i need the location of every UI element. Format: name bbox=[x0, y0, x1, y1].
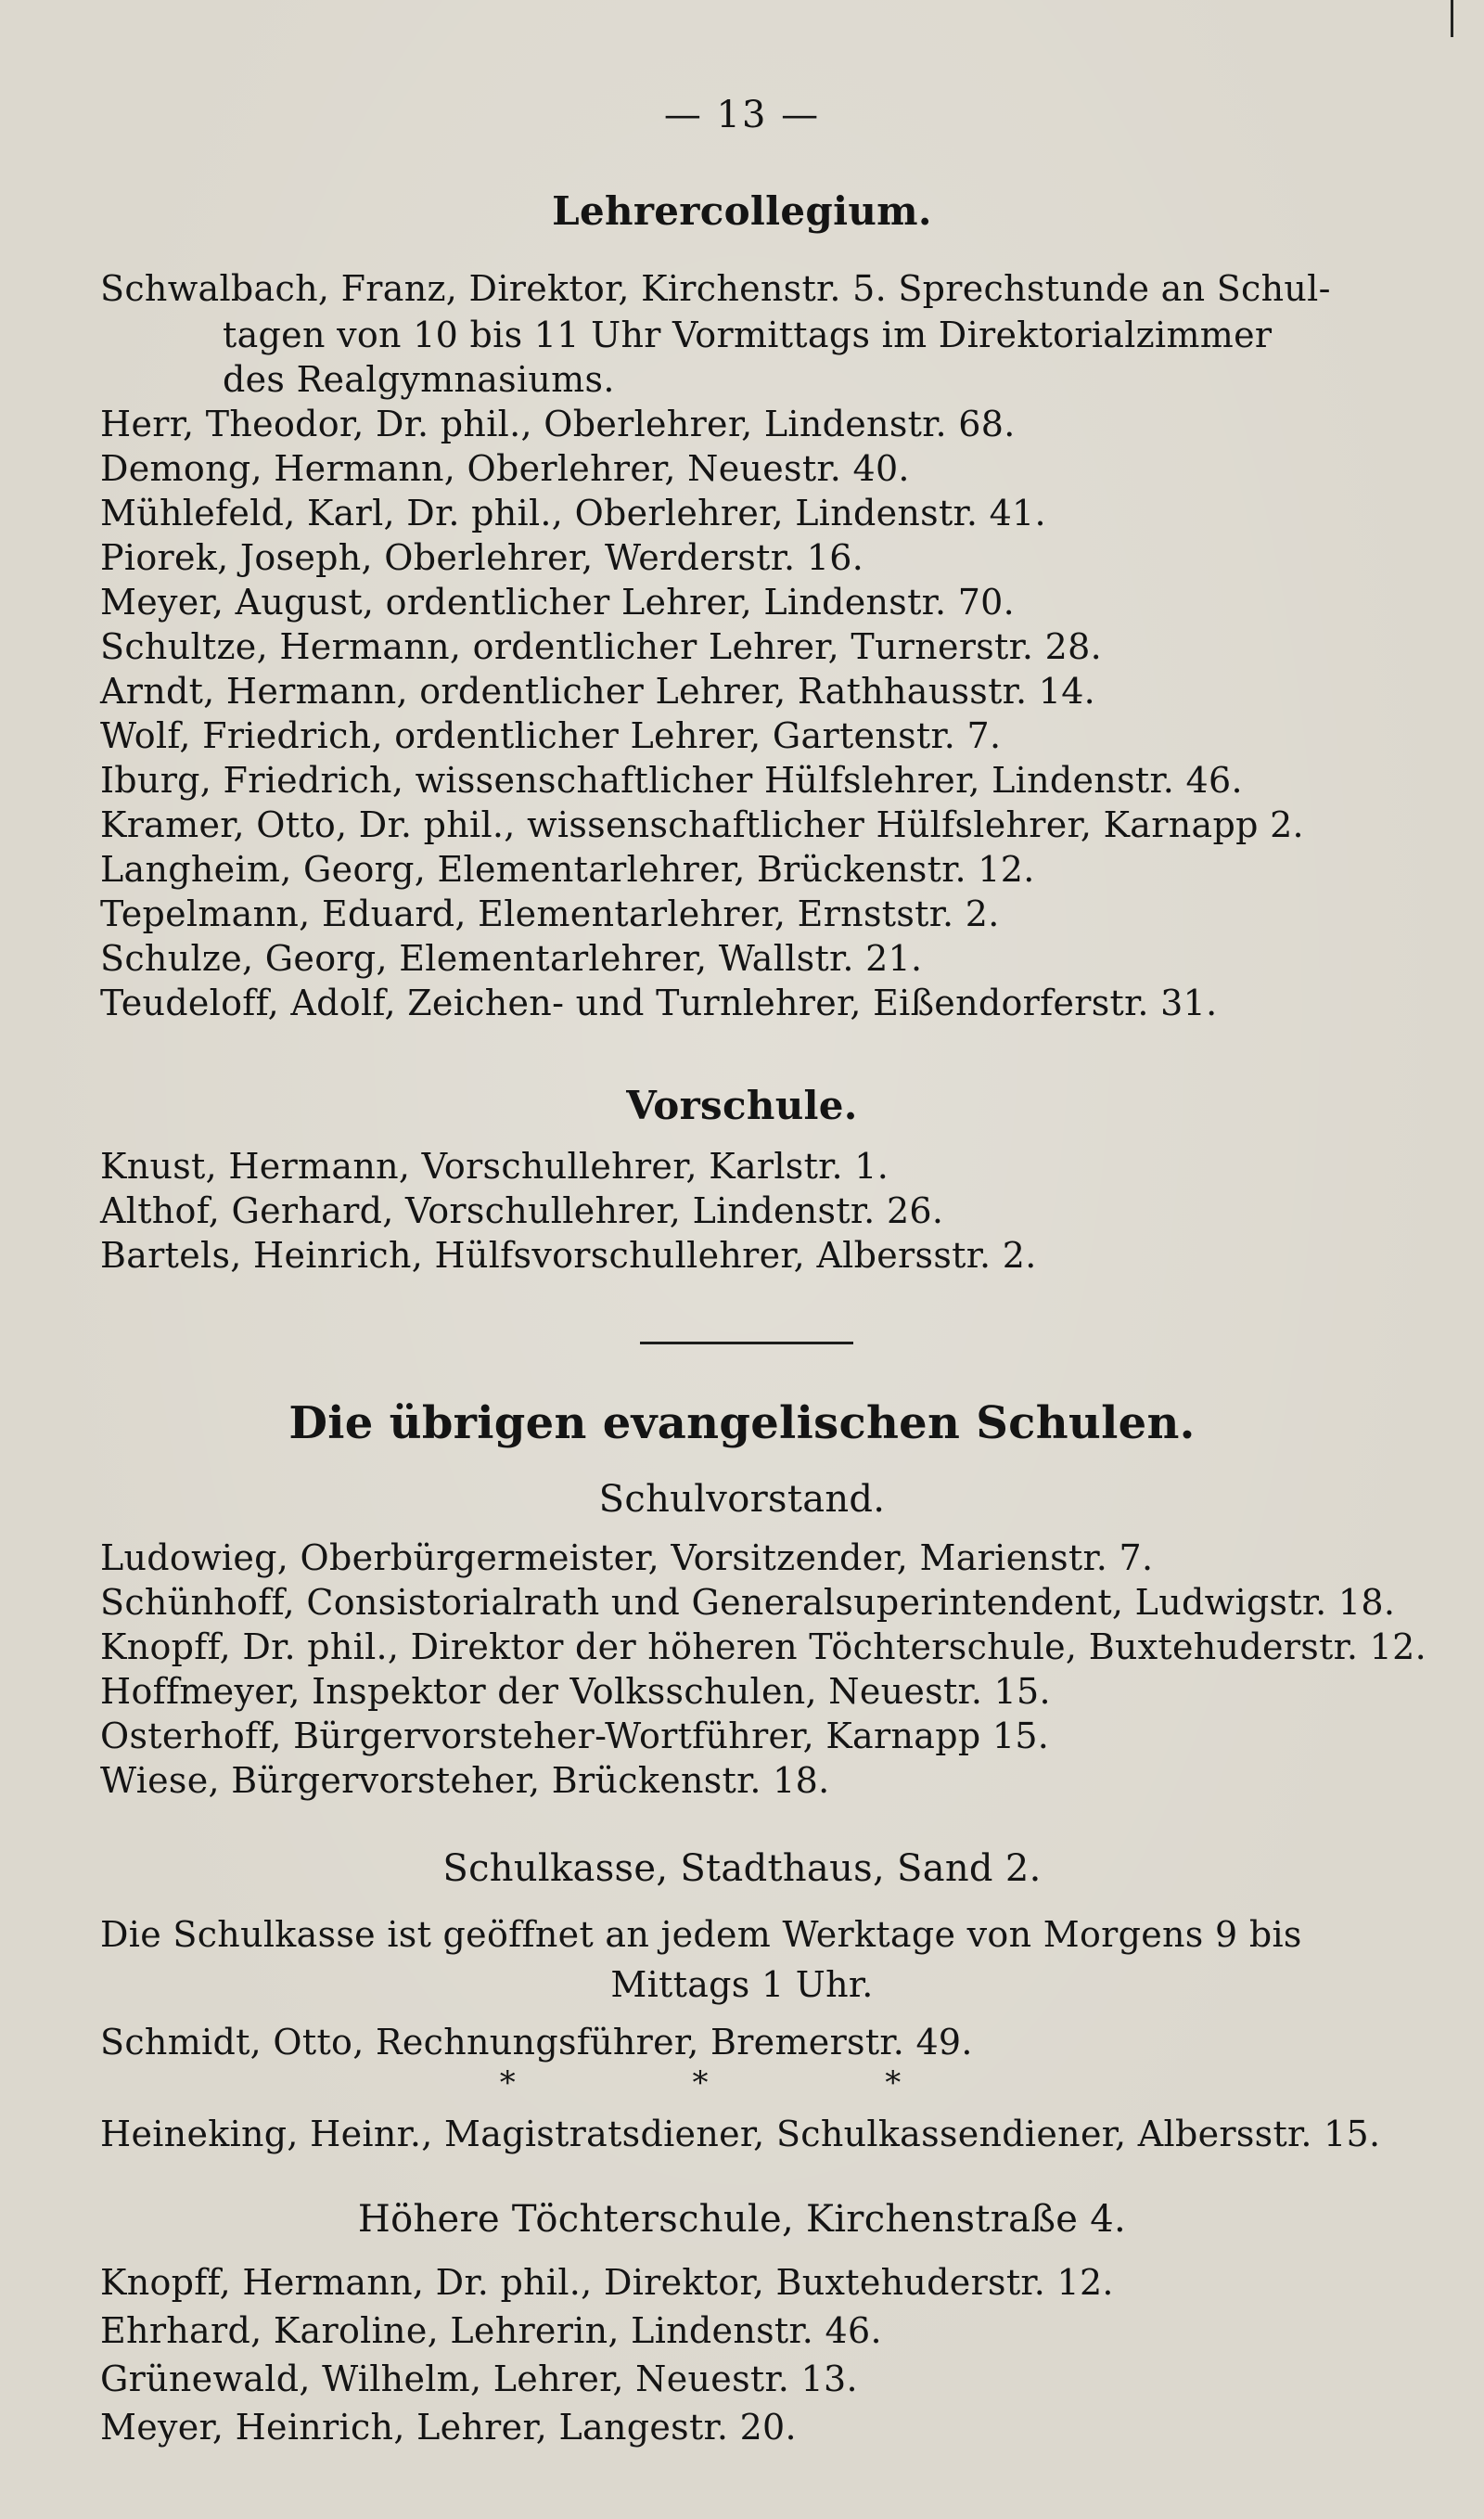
entry-line: Heineking, Heinr., Magistratsdiener, Schulkassendiener, Albersstr. 15. bbox=[100, 2114, 1381, 2154]
section-title-vorschule: Vorschule. bbox=[626, 1083, 858, 1128]
entry-line: Wolf, Friedrich, ordentlicher Lehrer, Gartenstr. 7. bbox=[100, 715, 1002, 756]
entry-line: Mittags 1 Uhr. bbox=[610, 1964, 874, 2005]
entry-line: Bartels, Heinrich, Hülfsvorschullehrer, Albersstr. 2. bbox=[100, 1235, 1037, 1276]
entry-line: Grünewald, Wilhelm, Lehrer, Neuestr. 13. bbox=[100, 2358, 858, 2399]
section-title-uebrige-schulen: Die übrigen evangelischen Schulen. bbox=[288, 1397, 1196, 1449]
entry-line: Langheim, Georg, Elementarlehrer, Brückenstr. 12. bbox=[100, 849, 1035, 890]
entry-line: Knopff, Hermann, Dr. phil., Direktor, Buxtehuderstr. 12. bbox=[100, 2262, 1114, 2303]
entry-line: Schulze, Georg, Elementarlehrer, Wallstr. 21. bbox=[100, 938, 923, 979]
entry-line: Arndt, Hermann, ordentlicher Lehrer, Rathhausstr. 14. bbox=[100, 671, 1096, 712]
entry-line: Kramer, Otto, Dr. phil., wissenschaftlicher Hülfslehrer, Karnapp 2. bbox=[100, 804, 1304, 845]
entry-line: Wiese, Bürgervorsteher, Brückenstr. 18. bbox=[100, 1760, 830, 1801]
entry-line: Meyer, Heinrich, Lehrer, Langestr. 20. bbox=[100, 2407, 797, 2448]
entry-line: Althof, Gerhard, Vorschullehrer, Lindenstr. 26. bbox=[100, 1190, 944, 1231]
section-title-lehrercollegium: Lehrercollegium. bbox=[552, 188, 932, 234]
entry-line: Schmidt, Otto, Rechnungsführer, Bremerstr. 49. bbox=[100, 2022, 973, 2063]
entry-line: Hoffmeyer, Inspektor der Volksschulen, Neuestr. 15. bbox=[100, 1671, 1051, 1712]
page-number: — 13 — bbox=[663, 94, 821, 136]
section-title-toechterschule: Höhere Töchterschule, Kirchenstraße 4. bbox=[357, 2198, 1127, 2241]
entry-line: Schünhoff, Consistorialrath und Generalsuperintendent, Ludwigstr. 18. bbox=[100, 1582, 1396, 1623]
page-edge-mark bbox=[1451, 0, 1453, 37]
entry-line: Herr, Theodor, Dr. phil., Oberlehrer, Lindenstr. 68. bbox=[100, 404, 1016, 444]
entry-line: Tepelmann, Eduard, Elementarlehrer, Ernststr. 2. bbox=[100, 893, 1000, 934]
entry-line: Ehrhard, Karoline, Lehrerin, Lindenstr. 46. bbox=[100, 2310, 882, 2351]
separator-stars: * * * bbox=[499, 2064, 985, 2101]
entry-line: Die Schulkasse ist geöffnet an jedem Werktage von Morgens 9 bis bbox=[100, 1914, 1302, 1955]
entry-line: Ludowieg, Oberbürgermeister, Vorsitzender, Marienstr. 7. bbox=[100, 1537, 1154, 1578]
section-title-schulkasse: Schulkasse, Stadthaus, Sand 2. bbox=[442, 1847, 1042, 1890]
entry-line: Demong, Hermann, Oberlehrer, Neuestr. 40. bbox=[100, 448, 910, 489]
entry-line: Knust, Hermann, Vorschullehrer, Karlstr. 1. bbox=[100, 1146, 889, 1187]
entry-line: Teudeloff, Adolf, Zeichen- und Turnlehrer, Eißendorferstr. 31. bbox=[100, 983, 1218, 1023]
entry-line: Knopff, Dr. phil., Direktor der höheren Töchterschule, Buxtehuderstr. 12. bbox=[100, 1626, 1426, 1667]
entry-line: Mühlefeld, Karl, Dr. phil., Oberlehrer, Lindenstr. 41. bbox=[100, 493, 1046, 533]
entry-line: Meyer, August, ordentlicher Lehrer, Lindenstr. 70. bbox=[100, 582, 1016, 623]
entry-line: Schwalbach, Franz, Direktor, Kirchenstr. 5. Sprechstunde an Schul- bbox=[100, 268, 1331, 309]
entry-line: Schultze, Hermann, ordentlicher Lehrer, Turnerstr. 28. bbox=[100, 626, 1102, 667]
section-subtitle-schulvorstand: Schulvorstand. bbox=[598, 1478, 886, 1521]
section-divider bbox=[640, 1342, 853, 1344]
entry-line: Iburg, Friedrich, wissenschaftlicher Hülfslehrer, Lindenstr. 46. bbox=[100, 760, 1243, 801]
entry-line: Osterhoff, Bürgervorsteher-Wortführer, Karnapp 15. bbox=[100, 1716, 1050, 1756]
entry-line: des Realgymnasiums. bbox=[223, 359, 615, 400]
entry-line: Piorek, Joseph, Oberlehrer, Werderstr. 16. bbox=[100, 537, 864, 578]
entry-line: tagen von 10 bis 11 Uhr Vormittags im Direktorialzimmer bbox=[223, 315, 1273, 355]
